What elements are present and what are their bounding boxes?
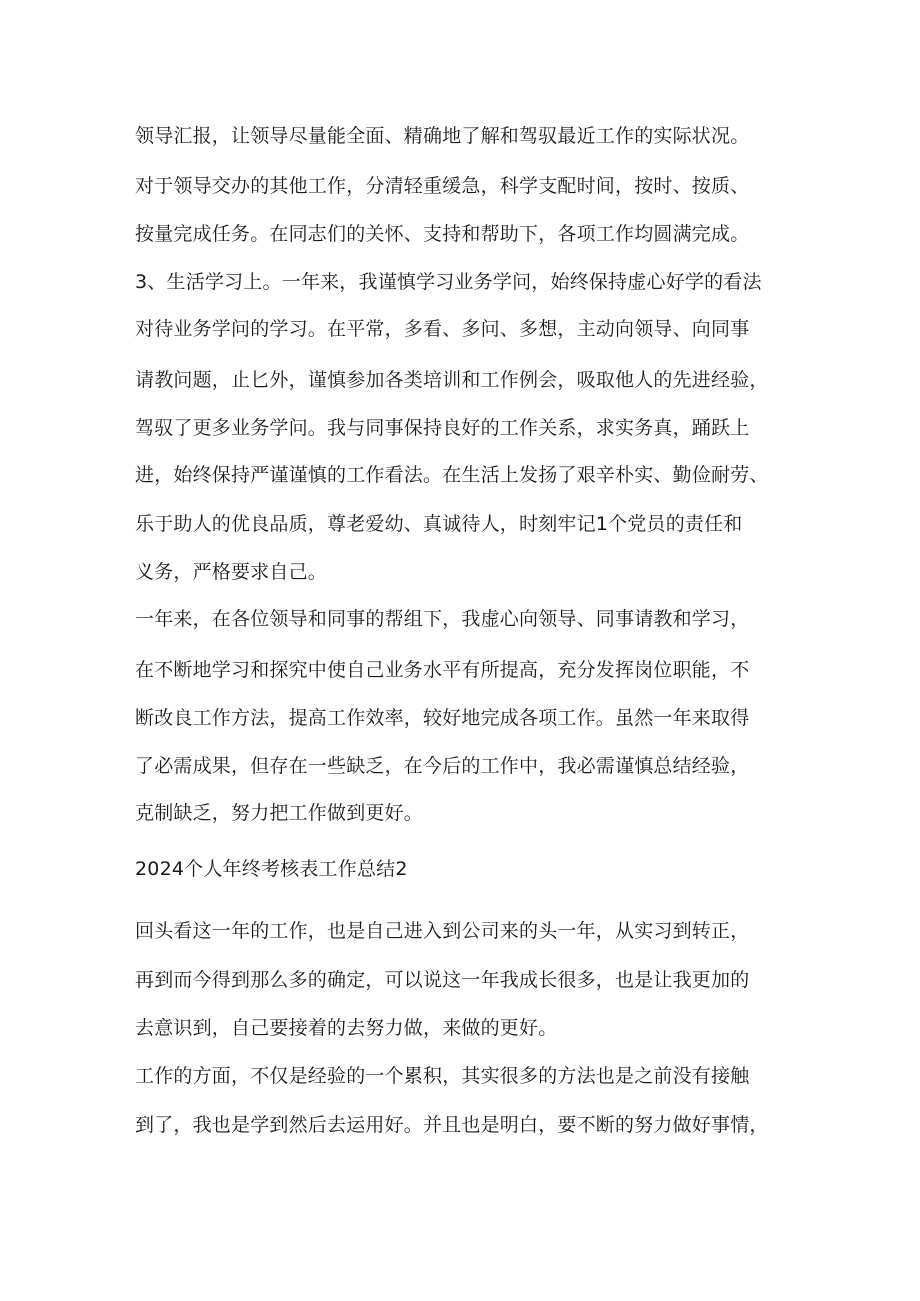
section-heading: 2024个人年终考核表工作总结2	[135, 858, 408, 880]
text-line: 在不断地学习和探究中使自己业务水平有所提高，充分发挥岗位职能，不	[135, 659, 750, 681]
text-line: 义务，严格要求自己。	[135, 561, 328, 583]
text-line: 领导汇报，让领导尽量能全面、精确地了解和驾驭最近工作的实际状况。	[135, 125, 750, 147]
text-line: 工作的方面，不仅是经验的一个累积，其实很多的方法也是之前没有接触	[135, 1065, 750, 1087]
text-line: 克制缺乏，努力把工作做到更好。	[135, 802, 424, 824]
text-line: 乐于助人的优良品质，尊老爱幼、真诚待人，时刻牢记1个党员的责任和	[135, 513, 743, 535]
text-line: 驾驭了更多业务学问。我与同事保持良好的工作关系，求实务真，踊跃上	[135, 417, 750, 439]
text-line: 去意识到，自己要接着的去努力做，来做的更好。	[135, 1017, 558, 1039]
text-line: 按量完成任务。在同志们的关怀、支持和帮助下，各项工作均圆满完成。	[135, 223, 750, 245]
text-line: 再到而今得到那么多的确定，可以说这一年我成长很多，也是让我更加的	[135, 969, 750, 991]
text-line: 回头看这一年的工作，也是自己进入到公司来的头一年，从实习到转正，	[135, 920, 750, 942]
text-line: 了必需成果，但存在一些缺乏，在今后的工作中，我必需谨慎总结经验，	[135, 755, 750, 777]
text-line: 一年来，在各位领导和同事的帮组下，我虚心向领导、同事请教和学习，	[135, 608, 750, 630]
text-line: 断改良工作方法，提高工作效率，较好地完成各项工作。虽然一年来取得	[135, 707, 750, 729]
text-line: 3、生活学习上。一年来，我谨慎学习业务学问，始终保持虚心好学的看法	[135, 271, 762, 293]
text-line: 进，始终保持严谨谨慎的工作看法。在生活上发扬了艰辛朴实、勤俭耐劳、	[135, 464, 769, 486]
text-line: 到了，我也是学到然后去运用好。并且也是明白，要不断的努力做好事情，	[135, 1114, 769, 1136]
text-line: 对于领导交办的其他工作，分清轻重缓急，科学支配时间，按时、按质、	[135, 175, 750, 197]
text-line: 请教问题，止匕外，谨慎参加各类培训和工作例会，吸取他人的先进经验，	[135, 369, 769, 391]
text-line: 对待业务学问的学习。在平常，多看、多问、多想，主动向领导、向同事	[135, 318, 750, 340]
